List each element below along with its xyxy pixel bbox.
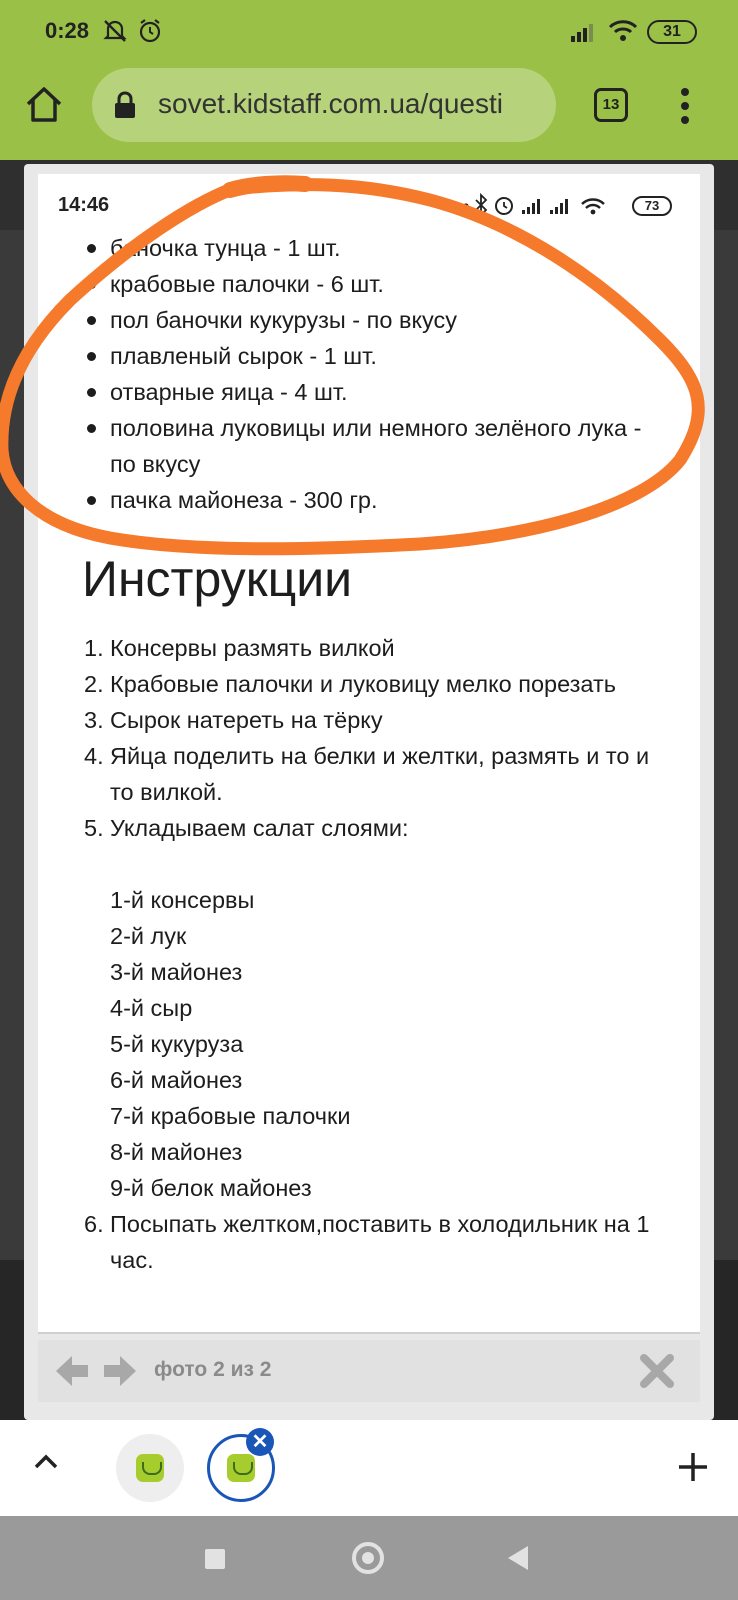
layers-list: [110, 882, 664, 1206]
plus-icon[interactable]: [676, 1450, 710, 1484]
home-button[interactable]: [352, 1542, 384, 1574]
arrow-right-icon[interactable]: [102, 1354, 138, 1388]
list-item: половина луковицы или немного зелёного лука - по вкусу: [84, 410, 664, 482]
site-favicon: [227, 1454, 255, 1482]
layer-item: 5-й кукуруза: [110, 1031, 244, 1057]
list-item: пол баночки кукурузы - по вкусу: [84, 302, 664, 338]
browser-toolbar: [0, 0, 738, 160]
chevron-up-icon[interactable]: [30, 1446, 62, 1478]
home-icon[interactable]: [22, 82, 66, 126]
layer-item: 7-й крабовые палочки: [110, 1103, 351, 1129]
tab-strip: [0, 1420, 738, 1516]
list-item: [84, 630, 664, 666]
layer-item: 2-й лук: [110, 923, 187, 949]
photo-battery-indicator: 73: [632, 196, 672, 216]
photo-screenshot: [38, 174, 700, 1334]
instructions-list: [84, 630, 664, 1278]
step-text: Сырок натереть на тёрку: [110, 707, 383, 733]
photo-status-time: 14:46: [58, 194, 110, 216]
photo-status-bar: [38, 174, 700, 232]
photo-lightbox: [24, 164, 714, 1420]
list-item: крабовые палочки - 6 шт.: [84, 266, 664, 302]
system-nav-bar: [0, 1516, 738, 1600]
back-button[interactable]: [508, 1546, 528, 1570]
tab-thumbnail[interactable]: [116, 1434, 184, 1502]
layer-item: 4-й сыр: [110, 995, 193, 1021]
mute-icon: [102, 18, 128, 44]
viewer-controls: [38, 1340, 700, 1402]
list-item: пачка майонеза - 300 гр.: [84, 482, 664, 518]
instructions-heading: Инструкции: [82, 551, 353, 607]
close-tab-button[interactable]: ✕: [246, 1428, 274, 1456]
menu-icon[interactable]: [670, 86, 700, 126]
lock-icon: [114, 91, 136, 119]
close-icon[interactable]: [640, 1354, 674, 1388]
signal-icon: [571, 22, 599, 42]
photo-counter: фото 2 из 2: [154, 1358, 272, 1381]
alarm-icon: [138, 18, 162, 44]
status-bar: [0, 0, 738, 62]
ingredients-list: [84, 230, 664, 518]
layer-item: 6-й майонез: [110, 1067, 243, 1093]
list-item: [84, 702, 664, 738]
address-bar[interactable]: [92, 68, 556, 142]
list-item: плавленый сырок - 1 шт.: [84, 338, 664, 374]
list-item: отварные яица - 4 шт.: [84, 374, 664, 410]
layer-item: 8-й майонез: [110, 1139, 243, 1165]
wifi-icon: [608, 18, 638, 44]
url-text[interactable]: sovet.kidstaff.com.ua/questi: [158, 88, 503, 119]
arrow-left-icon[interactable]: [54, 1354, 90, 1388]
list-item: баночка тунца - 1 шт.: [84, 230, 664, 266]
step-text: Укладываем салат слоями:: [110, 815, 409, 841]
tab-switcher-button[interactable]: 13: [594, 88, 628, 122]
battery-indicator: 31: [647, 20, 697, 44]
step-text: Яйца поделить на белки и желтки, размять и то и то вилкой.: [110, 743, 650, 805]
step-text: Посыпать желтком,поставить в холодильник на 1 час.: [110, 1211, 650, 1273]
list-item: [84, 738, 664, 810]
status-time: 0:28: [45, 18, 90, 43]
photo-status-icons: [444, 192, 630, 218]
list-item: [84, 810, 664, 1206]
step-text: Консервы размять вилкой: [110, 635, 395, 661]
list-item: [84, 1206, 664, 1278]
layer-item: 9-й белок майонез: [110, 1175, 312, 1201]
list-item: [84, 666, 664, 702]
step-text: Крабовые палочки и луковицу мелко порезать: [110, 671, 616, 697]
layer-item: 3-й майонез: [110, 959, 243, 985]
layer-item: 1-й консервы: [110, 887, 255, 913]
site-favicon: [136, 1454, 164, 1482]
recents-button[interactable]: [205, 1549, 225, 1569]
